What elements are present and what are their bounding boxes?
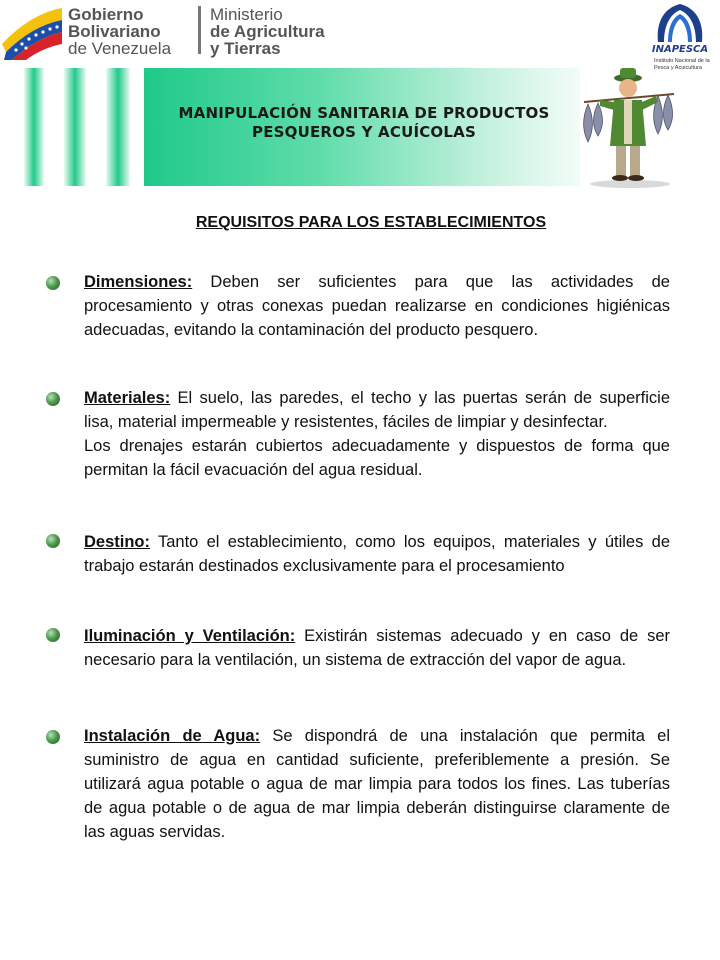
bullet-icon — [46, 276, 60, 290]
requirement-text: Deben ser suficientes para que las actividades de procesamiento y otras conexas puedan realizarse en condiciones higiénicas adecuadas, evitando la contaminación del producto pesquero. — [84, 273, 670, 339]
requirement-label: Instalación de Agua: — [84, 727, 261, 745]
banner-title — [144, 104, 584, 142]
bullet-icon — [46, 730, 60, 744]
banner-title-line-2: PESQUEROS Y ACUÍCOLAS — [252, 123, 476, 141]
requirement-text: El suelo, las paredes, el techo y las puertas serán de superficie lisa, material impermeable y resistentes, fáciles de limpiar y desinfectar. — [84, 389, 670, 431]
requirement-iluminacion — [84, 624, 670, 672]
inapesca-emblem-icon — [650, 2, 710, 44]
logo-divider — [198, 6, 201, 54]
venezuela-flag-icon — [0, 4, 64, 60]
bullet-icon — [46, 392, 60, 406]
requirement-extra-text: Los drenajes estarán cubiertos adecuadamente y dispuestos de forma que permitan la fácil evacuación del agua residual. — [84, 437, 670, 479]
requirement-label: Destino: — [84, 533, 150, 551]
requirement-destino — [84, 530, 670, 578]
banner-title-line-1: MANIPULACIÓN SANITARIA DE PRODUCTOS — [178, 104, 550, 122]
section-heading: REQUISITOS PARA LOS ESTABLECIMIENTOS — [195, 214, 547, 231]
inapesca-sub-2: Pesca y Acuicultura — [654, 65, 702, 71]
banner-stripe — [106, 68, 130, 186]
gov-line-1: Gobierno — [68, 5, 144, 24]
inapesca-sub-1: Instituto Nacional de la — [654, 58, 710, 64]
gov-line-3: de Venezuela — [68, 39, 172, 58]
bullet-icon — [46, 628, 60, 642]
min-line-2: de Agricultura — [210, 22, 325, 41]
requirement-agua — [84, 724, 670, 844]
banner-stripe — [24, 68, 44, 186]
requirement-text: Existirán sistemas adecuado y en caso de ser necesario para la ventilación, un sistema de extracción del vapor de agua. — [84, 627, 670, 669]
requirement-label: Dimensiones: — [84, 273, 193, 291]
title-banner — [24, 68, 580, 186]
requirement-label: Iluminación y Ventilación: — [84, 627, 296, 645]
min-line-3: y Tierras — [210, 39, 281, 58]
requirement-text: Tanto el establecimiento, como los equipos, materiales y útiles de trabajo estarán destinados exclusivamente para el procesamiento — [84, 533, 670, 575]
banner-stripe — [64, 68, 86, 186]
government-logo — [0, 0, 340, 62]
requirement-materiales — [84, 386, 670, 482]
requirement-label: Materiales: — [84, 389, 171, 407]
min-line-1: Ministerio — [210, 5, 283, 24]
fisherman-illustration — [570, 64, 690, 188]
inapesca-name: INAPESCA — [651, 44, 709, 55]
gov-line-2: Bolivariano — [68, 22, 161, 41]
requirement-dimensiones — [84, 270, 670, 342]
requirement-text: Se dispondrá de una instalación que permita el suministro de agua en cantidad suficiente, preferiblemente a presión. Se utilizará agua potable o agua de mar limpia para todos los fines. Las tuberías de agua potable o de agua de mar limpia deberán distinguirse claramente de las aguas servidas. — [84, 727, 671, 841]
bullet-icon — [46, 534, 60, 548]
